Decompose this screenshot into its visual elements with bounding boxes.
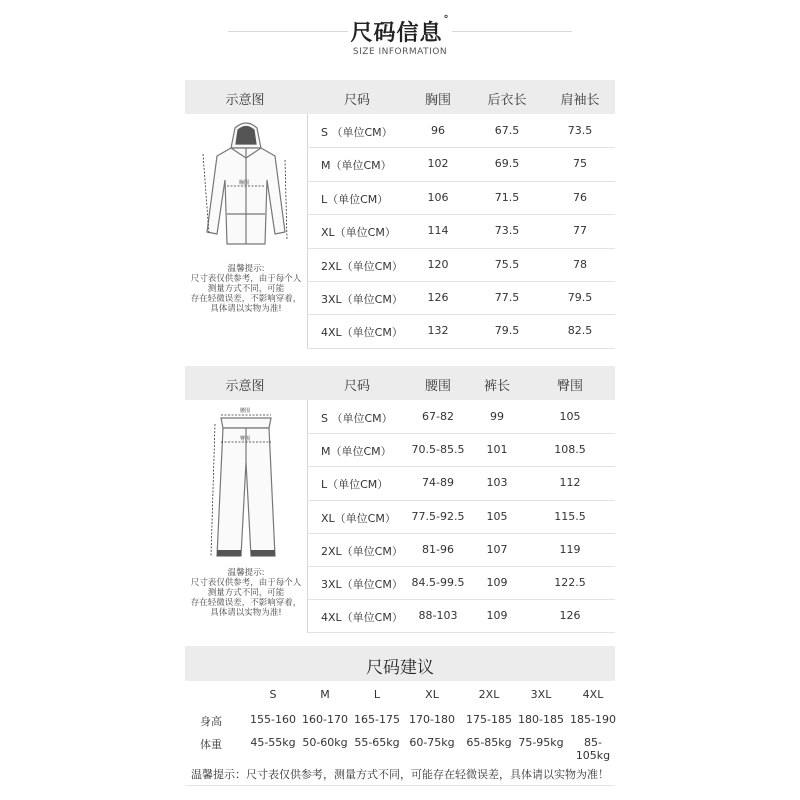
table-row (307, 281, 615, 315)
cell-pant-length: 109 (486, 576, 508, 589)
bottom-size-table (185, 366, 615, 632)
col-back-length: 后衣长 (487, 93, 527, 108)
cell-pant-length: 103 (486, 476, 508, 490)
size-suggestion (185, 646, 616, 762)
cell-size: S （单位CM） (321, 412, 393, 425)
suggestion-height: 180-185 (518, 713, 564, 726)
cell-waist: 88-103 (418, 609, 458, 623)
suggestion-height: 165-175 (354, 713, 400, 726)
suggestion-size: XL (425, 688, 439, 701)
col-hip: 臀围 (556, 379, 583, 394)
svg-text:臀围: 臀围 (240, 436, 251, 442)
cell-size: L（单位CM） (321, 192, 389, 206)
cell-sleeve-length: 78 (573, 257, 587, 271)
cell-back-length: 79.5 (494, 324, 520, 338)
cell-size: 3XL（单位CM） (321, 293, 403, 306)
suggestion-weight: 50-60kg (302, 736, 348, 749)
size-suggestion-title: 尺码建议 (366, 658, 434, 678)
suggestion-height: 185-190 (570, 713, 616, 726)
col-diagram: 示意图 (225, 379, 265, 394)
cell-chest: 114 (427, 224, 449, 238)
cell-waist: 74-89 (422, 476, 454, 490)
page-title: 尺码信息° (350, 14, 450, 46)
cell-sleeve-length: 79.5 (567, 291, 593, 304)
cell-size: XL（单位CM） (321, 226, 396, 240)
jacket-diagram-cell (185, 114, 308, 348)
col-waist: 腰围 (424, 379, 451, 394)
top-size-table (185, 80, 615, 348)
cell-waist: 84.5-99.5 (411, 576, 465, 589)
page-header (0, 0, 800, 70)
cell-chest: 120 (427, 257, 449, 271)
table-row (307, 400, 615, 434)
suggestion-weight: 85-105kg (575, 736, 611, 762)
cell-size: S （单位CM） (321, 126, 393, 139)
suggestion-weight: 45-55kg (250, 736, 296, 749)
suggestion-height: 170-180 (409, 713, 455, 726)
cell-chest: 106 (427, 190, 449, 204)
suggestion-weight: 60-75kg (409, 736, 455, 749)
suggestion-size: S (269, 688, 277, 701)
cell-size: 4XL（单位CM） (321, 326, 403, 340)
cell-size: 2XL（单位CM） (321, 544, 403, 558)
cell-sleeve-length: 73.5 (567, 124, 593, 137)
cell-back-length: 69.5 (494, 157, 520, 171)
cell-size: L（单位CM） (321, 478, 389, 492)
svg-text:胸围: 胸围 (239, 180, 250, 186)
table-row (307, 566, 615, 600)
suggestion-size: M (320, 688, 330, 701)
cell-back-length: 75.5 (494, 257, 520, 271)
suggestion-height: 175-185 (466, 713, 512, 726)
cell-size: 4XL（单位CM） (321, 611, 403, 625)
cell-chest: 102 (427, 157, 449, 171)
suggestion-size: 4XL (582, 688, 604, 701)
cell-pant-length: 99 (490, 410, 504, 423)
cell-hip: 115.5 (554, 509, 586, 523)
table-row (307, 500, 615, 534)
table-row (307, 466, 615, 500)
cell-hip: 112 (559, 476, 581, 490)
cell-back-length: 77.5 (494, 291, 520, 304)
bottom-table-note: 温馨提示: 尺寸表仅供参考，由于每个人 测量方式不同，可能 存在轻微误差，不影响穿着， 具体请以实物为准! (190, 568, 302, 618)
footnote: 温馨提示：尺寸表仅供参考，测量方式不同，可能存在轻微误差，具体请以实物为准！ (191, 768, 609, 781)
cell-waist: 67-82 (422, 410, 454, 423)
cell-sleeve-length: 77 (573, 224, 587, 238)
cell-hip: 122.5 (554, 576, 586, 589)
suggestion-weight: 75-95kg (518, 736, 564, 749)
cell-size: M（单位CM） (321, 159, 392, 173)
cell-chest: 96 (431, 124, 445, 137)
pants-diagram-cell (185, 400, 308, 632)
col-size: 尺码 (343, 379, 370, 394)
cell-hip: 126 (559, 609, 581, 623)
cell-sleeve-length: 82.5 (567, 324, 593, 338)
footnote-divider (185, 785, 615, 786)
table-row (307, 433, 615, 467)
size-suggestion-header (185, 646, 615, 681)
suggestion-height: 155-160 (250, 713, 296, 726)
table-row (307, 533, 615, 567)
weight-label: 体重 (200, 738, 222, 751)
cell-waist: 70.5-85.5 (411, 443, 465, 457)
suggestion-size: 3XL (530, 688, 552, 701)
col-pant-length: 裤长 (483, 379, 510, 394)
height-label: 身高 (200, 715, 222, 728)
cell-chest: 126 (427, 291, 449, 304)
suggestion-size: 2XL (478, 688, 500, 701)
svg-text:腰围: 腰围 (240, 408, 251, 414)
suggestion-weight: 55-65kg (354, 736, 400, 749)
cell-hip: 119 (559, 542, 581, 556)
suggestion-weight: 65-85kg (466, 736, 512, 749)
cell-sleeve-length: 76 (573, 190, 587, 204)
col-sleeve-length: 肩袖长 (560, 93, 600, 108)
top-table-header (185, 80, 615, 114)
col-diagram: 示意图 (225, 93, 265, 108)
cell-waist: 81-96 (422, 542, 454, 556)
cell-pant-length: 107 (486, 542, 508, 556)
cell-size: 2XL（单位CM） (321, 259, 403, 273)
cell-sleeve-length: 75 (573, 157, 587, 171)
cell-hip: 108.5 (554, 443, 586, 457)
cell-size: 3XL（单位CM） (321, 578, 403, 591)
cell-waist: 77.5-92.5 (411, 509, 465, 523)
table-row (307, 114, 615, 148)
suggestion-size: L (373, 688, 381, 701)
bottom-table-header (185, 366, 615, 400)
table-row (307, 214, 615, 248)
cell-size: M（单位CM） (321, 445, 392, 459)
top-table-note: 温馨提示: 尺寸表仅供参考，由于每个人 测量方式不同，可能 存在轻微误差，不影响穿着， 具体请以实物为准! (190, 264, 302, 314)
cell-pant-length: 101 (486, 443, 508, 457)
table-row (307, 147, 615, 181)
cell-chest: 132 (427, 324, 449, 338)
jacket-diagram-icon (185, 114, 307, 264)
cell-hip: 105 (559, 410, 581, 423)
cell-back-length: 73.5 (494, 224, 520, 238)
table-row (307, 599, 615, 633)
cell-back-length: 71.5 (494, 190, 520, 204)
suggestion-height: 160-170 (302, 713, 348, 726)
col-chest: 胸围 (424, 93, 451, 108)
cell-pant-length: 109 (486, 609, 508, 623)
page-subtitle: SIZE INFORMATION (352, 47, 448, 57)
table-row (307, 248, 615, 282)
cell-size: XL（单位CM） (321, 511, 396, 525)
col-size: 尺码 (343, 93, 370, 108)
cell-pant-length: 105 (486, 509, 508, 523)
table-row (307, 181, 615, 215)
table-row (307, 314, 615, 348)
cell-back-length: 67.5 (494, 124, 520, 137)
pants-diagram-icon (185, 400, 307, 565)
